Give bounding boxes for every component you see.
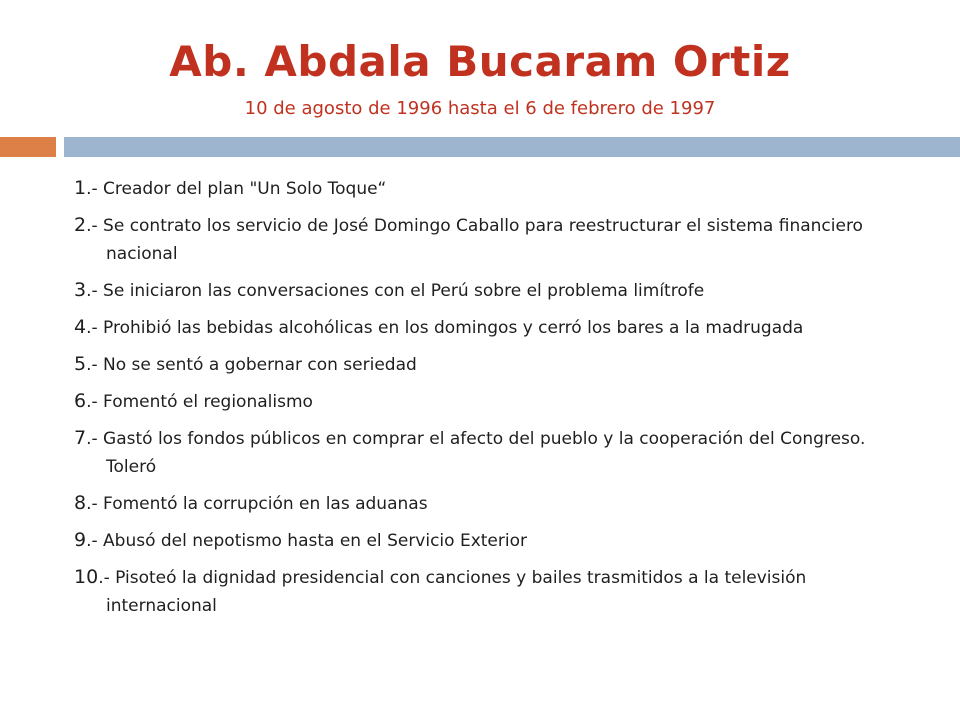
list-item	[74, 526, 884, 555]
item-number: 7	[74, 427, 87, 449]
item-text: .- Pisoteó la dignidad presidencial con canciones y bailes trasmitidos a la televisión internacional	[98, 568, 807, 616]
list-item	[74, 276, 884, 305]
list-item	[74, 211, 884, 268]
slide-subtitle: 10 de agosto de 1996 hasta el 6 de febrero de 1997	[244, 98, 716, 119]
item-number: 9	[74, 529, 87, 551]
item-text: .- Fomentó la corrupción en las aduanas	[86, 494, 428, 514]
item-text: .- Se iniciaron las conversaciones con el Perú sobre el problema limítrofe	[86, 281, 705, 301]
item-number: 10	[74, 566, 99, 588]
list-item	[74, 350, 884, 379]
list-item	[74, 313, 884, 342]
accent-bar-orange	[0, 137, 56, 157]
list-item	[74, 174, 884, 203]
accent-bar-blue	[64, 137, 960, 157]
list-item	[74, 387, 884, 416]
item-number: 3	[74, 279, 87, 301]
list-item	[74, 489, 884, 518]
item-text: .- Se contrato los servicio de José Domingo Caballo para reestructurar el sistema financiero nacional	[86, 216, 863, 264]
list-item	[74, 424, 884, 481]
list-item	[74, 563, 884, 620]
item-number: 2	[74, 214, 87, 236]
item-number: 4	[74, 316, 87, 338]
slide-title: Ab. Abdala Bucaram Ortiz	[169, 37, 791, 86]
item-number: 1	[74, 177, 87, 199]
item-text: .- Creador del plan "Un Solo Toque“	[86, 179, 387, 199]
item-text: .- Prohibió las bebidas alcohólicas en los domingos y cerró los bares a la madrugada	[86, 318, 804, 338]
item-text: .- No se sentó a gobernar con seriedad	[86, 355, 417, 375]
achievements-list	[74, 174, 884, 628]
item-text: .- Fomentó el regionalismo	[86, 392, 313, 412]
item-number: 6	[74, 390, 87, 412]
item-text: .- Gastó los fondos públicos en comprar el afecto del pueblo y la cooperación del Congreso. Toleró	[86, 429, 866, 477]
item-text: .- Abusó del nepotismo hasta en el Servicio Exterior	[86, 531, 527, 551]
item-number: 5	[74, 353, 87, 375]
item-number: 8	[74, 492, 87, 514]
